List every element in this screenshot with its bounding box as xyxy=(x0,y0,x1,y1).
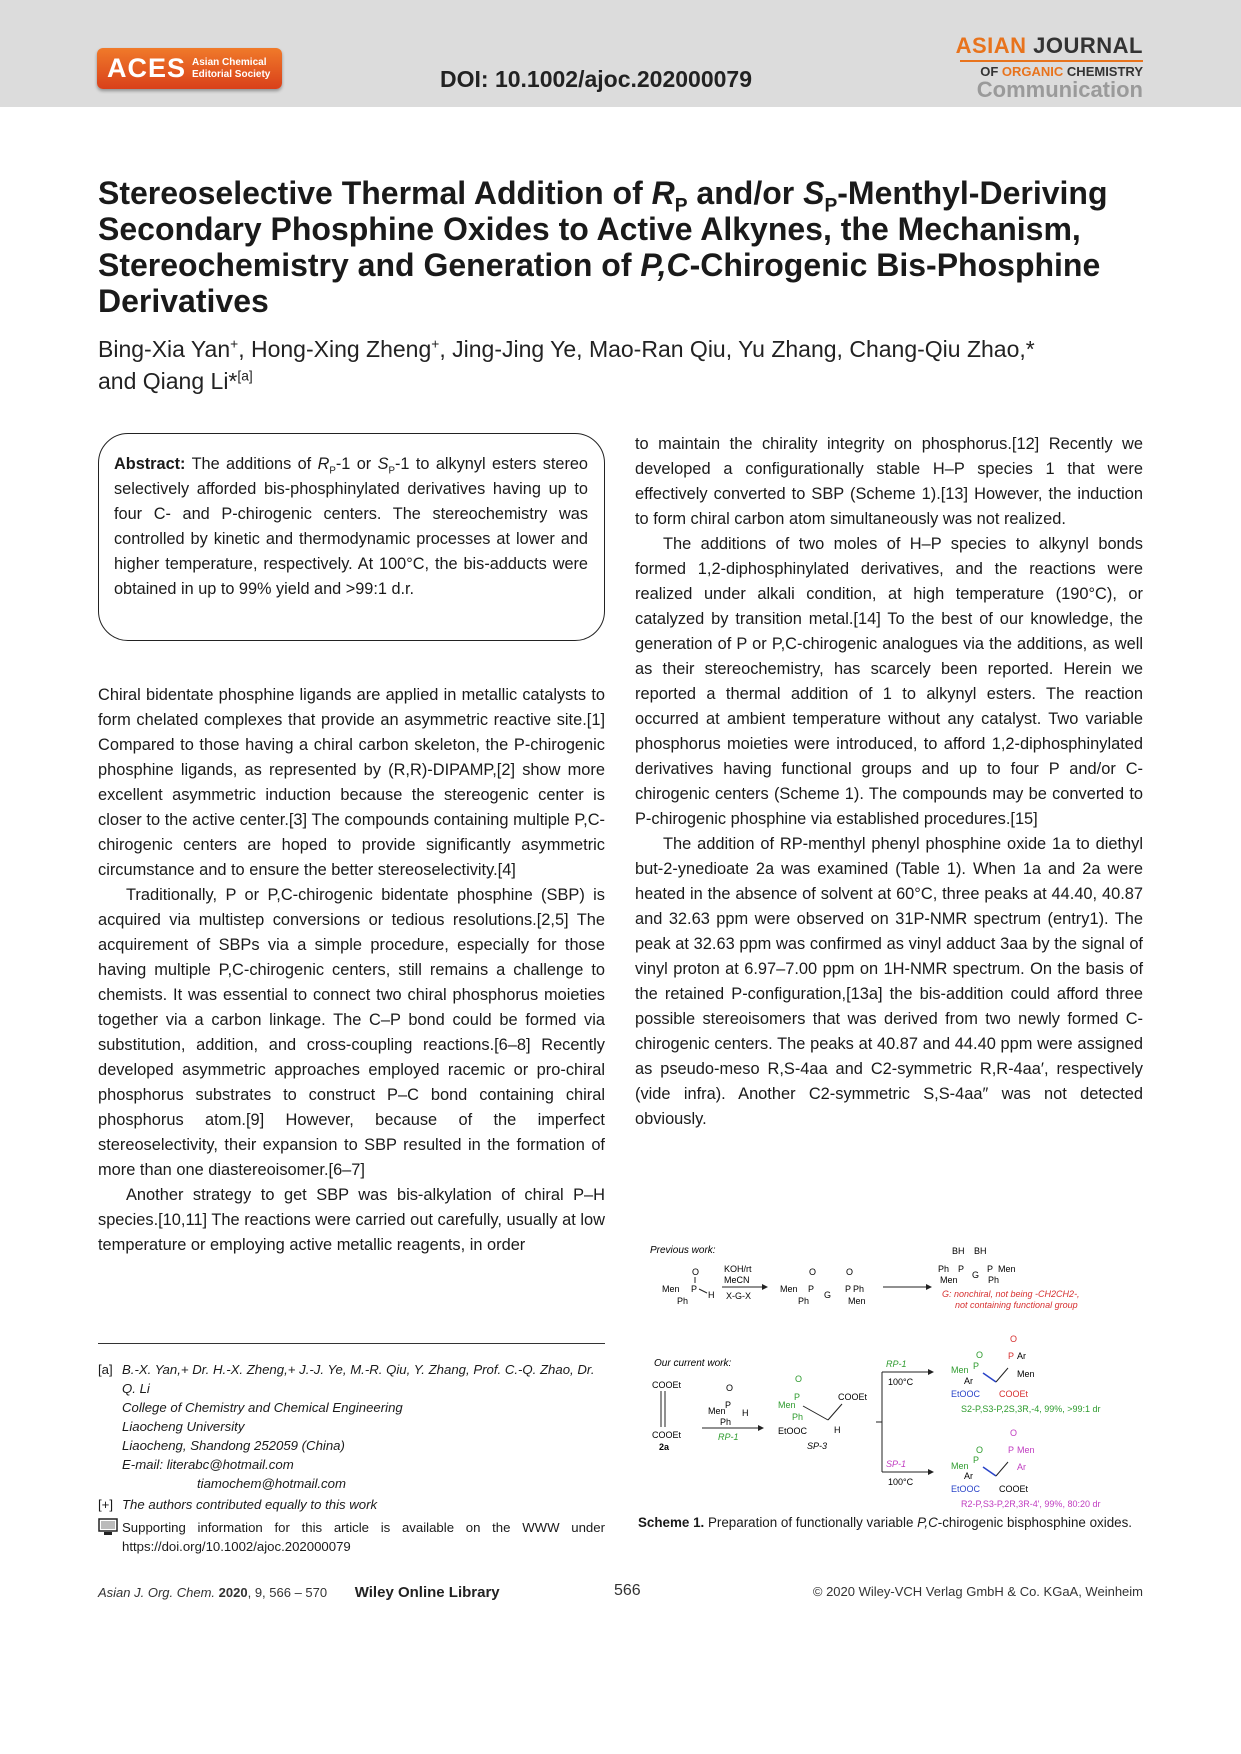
body-left-column xyxy=(98,683,605,1258)
author: and Qiang Li* xyxy=(98,368,238,394)
caption-part: -chirogenic bisphosphine oxides. xyxy=(937,1515,1133,1530)
footnotes xyxy=(98,1360,605,1556)
svg-text:Ph: Ph xyxy=(988,1275,1000,1285)
svg-text:EtOOC: EtOOC xyxy=(778,1426,808,1436)
page-number: 566 xyxy=(614,1582,641,1599)
svg-text:O: O xyxy=(976,1350,984,1360)
svg-text:Ph: Ph xyxy=(853,1284,865,1294)
title-part: P xyxy=(674,195,688,217)
paragraph: Traditionally, P or P,C-chirogenic bidentate phosphine (SBP) is acquired via multistep conversions or tedious resolutions.[2,5] The acquirement of SBPs via a simple procedure, especially for those having multiple P,C-chirogenic centers, still remains a challenge to chemists. It was essential to connect two chiral phosphorus moieties together via a carbon linkage. The C–P bond could be formed via substitution, addition, and cross-coupling reactions.[6–8] Recently developed asymmetric approaches employed racemic or pro-chiral phosphorus substrates to construct P–C bond containing chiral phosphorus atom.[9] However, because of the imperfect stereoselectivity, their expansion to SBP resulted in the formation of more than one diastereoisomer.[6–7] xyxy=(98,886,605,1179)
svg-text:Men: Men xyxy=(951,1365,969,1375)
svg-text:BH: BH xyxy=(974,1246,987,1256)
scheme-product2-label: R2-P,S3-P,2R,3R-4', 99%, 80:20 dr xyxy=(961,1499,1101,1509)
svg-text:G: G xyxy=(824,1290,832,1300)
svg-text:P: P xyxy=(794,1392,801,1402)
doi-link[interactable]: DOI: 10.1002/ajoc.202000079 xyxy=(440,66,753,92)
svg-text:Men: Men xyxy=(708,1406,726,1416)
svg-text:Ar: Ar xyxy=(1017,1462,1026,1472)
journal-word-journal: JOURNAL xyxy=(1033,33,1143,58)
svg-text:P: P xyxy=(1008,1445,1015,1455)
footnote-city: Liaocheng, Shandong 252059 (China) xyxy=(122,1438,345,1453)
svg-text:EtOOC: EtOOC xyxy=(951,1389,981,1399)
title-part: -Chirogenic Bis-Phosphine Derivatives xyxy=(98,247,1101,319)
svg-text:COOEt: COOEt xyxy=(999,1484,1029,1494)
scheme-product-4prime xyxy=(951,1428,1035,1494)
svg-text:P: P xyxy=(987,1264,994,1274)
journal-word-organic: ORGANIC xyxy=(1001,64,1064,79)
svg-text:Ar: Ar xyxy=(1017,1351,1026,1361)
svg-text:Ar: Ar xyxy=(964,1471,973,1481)
svg-text:P: P xyxy=(973,1361,980,1371)
journal-logo[interactable] xyxy=(943,34,1143,101)
svg-text:O: O xyxy=(692,1267,700,1277)
scheme-product-4 xyxy=(951,1334,1035,1399)
svg-text:H: H xyxy=(708,1290,715,1300)
monitor-icon xyxy=(98,1518,122,1556)
scheme-g-note: not containing functional group xyxy=(955,1300,1078,1310)
svg-text:G: G xyxy=(972,1270,980,1280)
abstract-box xyxy=(98,433,605,641)
svg-text:P: P xyxy=(725,1400,732,1410)
scheme-rp1-label: RP-1 xyxy=(718,1432,739,1442)
svg-text:P: P xyxy=(845,1284,852,1294)
svg-text:H: H xyxy=(742,1408,749,1418)
paragraph: The additions of two moles of H–P species to alkynyl bonds formed 1,2-diphosphinylated derivatives, and the reactions were realized under alkali condition, at high temperature (190°C), or catalyzed by transition metal.[14] To the best of our knowledge, the generation of P or P,C-chirogenic analogues via the additions, as well as their stereochemistry, has scarcely been reported. Herein we reported a thermal addition of 1 to alkynyl esters. The reaction occurred at ambient temperature without any catalyst. Two variable phosphorus moieties were introduced, to afford 1,2-diphosphinylated derivatives having functional groups and up to four P and/or C-chirogenic centers (Scheme 1). The compounds may be converted to P-chirogenic phosphine via established procedures.[15] xyxy=(635,535,1143,828)
svg-text:P: P xyxy=(973,1455,980,1465)
title-part: -Menthyl-Deriving Secondary Phosphine Oxides to Active Alkynes, the Mechanism, Stereochemistry and Generation of xyxy=(98,175,1108,283)
scheme-arrowhead xyxy=(758,1425,764,1431)
footnote-authors: B.-X. Yan,+ Dr. H.-X. Zheng,+ J.-J. Ye, M.-R. Qiu, Y. Zhang, Prof. C.-Q. Zhao, Dr. Q. Li xyxy=(122,1362,595,1396)
author: , Jing-Jing Ye, Mao-Ran Qiu, Yu Zhang, Chang-Qiu Zhao,* xyxy=(439,336,1035,362)
equal-contribution-footnote xyxy=(98,1495,605,1514)
scheme-rp1-reagent xyxy=(708,1383,749,1427)
scheme-product1-label: S2-P,S3-P,2S,3R,-4, 99%, >99:1 dr xyxy=(961,1404,1101,1414)
svg-text:H: H xyxy=(834,1425,841,1435)
footnote-mark: [a] xyxy=(98,1362,113,1377)
supporting-info-note xyxy=(98,1518,605,1556)
svg-text:Ph: Ph xyxy=(792,1412,804,1422)
svg-text:O: O xyxy=(1010,1334,1018,1344)
equal-mark: + xyxy=(431,336,440,352)
svg-text:Ph: Ph xyxy=(720,1417,732,1427)
author: Bing-Xia Yan xyxy=(98,336,231,362)
svg-text:O: O xyxy=(726,1383,734,1393)
scheme-reagent: X-G-X xyxy=(726,1291,752,1301)
author-list xyxy=(98,333,1148,397)
scheme-bis-product xyxy=(780,1267,866,1306)
paragraph: Another strategy to get SBP was bis-alkylation of chiral P–H species.[10,11] The reactions were carried out carefully, usually at low temperature or employing active metallic reagents, in order xyxy=(98,1186,605,1254)
svg-text:P: P xyxy=(808,1284,815,1294)
article-type: Communication xyxy=(976,77,1143,102)
svg-text:P: P xyxy=(1008,1351,1015,1361)
equal-mark: + xyxy=(230,336,239,352)
scheme-temp: 100°C xyxy=(888,1377,914,1387)
title-part: and/or xyxy=(687,175,804,211)
abstract-part: -1 to alkynyl esters stereo selectively afforded bis-phosphinylated derivatives having up to four C- and P-chirogenic centers. The stereochemistry was controlled by kinetic and thermodynamic processes at lower and higher temperature, respectively. At 100°C, the bis-adducts were obtained in up to 99% yield and >99:1 d.r. xyxy=(114,455,588,598)
scheme-arrowhead xyxy=(926,1284,932,1290)
abstract-label: Abstract: xyxy=(114,455,186,473)
svg-text:Ph: Ph xyxy=(798,1296,810,1306)
svg-text:COOEt: COOEt xyxy=(838,1392,868,1402)
wiley-online-library-link[interactable]: Wiley Online Library xyxy=(354,1584,500,1601)
scheme-current-work-label: Our current work: xyxy=(654,1358,732,1369)
caption-part: Preparation of functionally variable xyxy=(704,1515,918,1530)
body-right-column xyxy=(635,432,1143,1132)
footer-copyright: © 2020 Wiley-VCH Verlag GmbH & Co. KGaA, Weinheim xyxy=(812,1584,1143,1599)
abstract-text: Abstract: The additions of $R_P-1$ or $S_P-1$ to alkynyl esters stereo selectively afforded bis-phosphinylated derivatives having up to four C- and P-chirogenic centers. The stereochemistry was controlled by kinetic and thermodynamic processes at lower and higher temperature, respectively. At 100°C, the bis-adducts were obtained in up to 99% yield and >99:1 d.r. xyxy=(114,455,588,598)
svg-text:O: O xyxy=(1010,1428,1018,1438)
journal-word-chemistry: CHEMISTRY xyxy=(1066,64,1143,79)
scheme-label-sp3: SP-3 xyxy=(807,1441,828,1451)
scheme-reagent: KOH/rt xyxy=(724,1264,752,1274)
footer-citation xyxy=(98,1584,500,1601)
title-part: Stereoselective Thermal Addition of xyxy=(98,175,652,211)
svg-text:O: O xyxy=(795,1374,803,1384)
title-part: S xyxy=(803,175,825,211)
footnote-divider xyxy=(98,1343,605,1344)
svg-text:Men: Men xyxy=(1017,1445,1035,1455)
footer-journal: Asian J. Org. Chem. xyxy=(98,1585,216,1600)
aces-sub-line1: Asian Chemical xyxy=(192,56,267,68)
scheme-borane-product xyxy=(938,1246,1016,1285)
scheme-sp1-label: SP-1 xyxy=(886,1459,907,1469)
aces-logo-word: ACES xyxy=(107,53,187,83)
scheme-arrowhead xyxy=(762,1284,768,1290)
scheme-arrowhead xyxy=(928,1369,934,1375)
svg-text:Ph: Ph xyxy=(938,1264,950,1274)
article-title xyxy=(98,175,1148,319)
svg-text:COOEt: COOEt xyxy=(999,1389,1029,1399)
svg-text:O: O xyxy=(976,1445,984,1455)
svg-text:Men: Men xyxy=(951,1461,969,1471)
affiliation-mark[interactable]: [a] xyxy=(237,368,253,384)
svg-text:Men: Men xyxy=(662,1284,680,1294)
aces-logo-subtitle xyxy=(192,57,270,81)
journal-word-asian: ASIAN xyxy=(955,33,1027,58)
scheme-rp1-label: RP-1 xyxy=(886,1359,907,1369)
journal-rule xyxy=(960,60,1143,62)
title-part: P xyxy=(824,195,838,217)
svg-text:Ph: Ph xyxy=(677,1296,689,1306)
scheme-arrowhead xyxy=(928,1469,934,1475)
footer-year: 2020 xyxy=(218,1585,248,1600)
aces-sub-line2: Editorial Society xyxy=(192,68,271,80)
svg-text:O: O xyxy=(809,1267,817,1277)
supporting-info-link[interactable]: Supporting information for this article is available on the WWW under https://doi.org/10.1002/ajoc.202000079 xyxy=(122,1520,605,1554)
scheme-caption xyxy=(638,1513,1143,1532)
footnote-equal: The authors contributed equally to this work xyxy=(122,1497,378,1512)
abstract-part: -1 or xyxy=(335,455,378,473)
footnote-univ: Liaocheng University xyxy=(122,1419,245,1434)
footnote-mark: [+] xyxy=(98,1497,114,1512)
svg-text:Men: Men xyxy=(1017,1369,1035,1379)
svg-text:Ar: Ar xyxy=(964,1376,973,1386)
title-part: P,C xyxy=(640,247,690,283)
svg-text:COOEt: COOEt xyxy=(652,1430,682,1440)
affiliation-footnote xyxy=(98,1360,605,1493)
svg-text:P: P xyxy=(691,1284,698,1294)
paragraph: Chiral bidentate phosphine ligands are applied in metallic catalysts to form chelated complexes that provide an asymmetric reactive site.[1] Compared to those having a chiral carbon skeleton, the P-chirogenic phosphine ligands, as represented by (R,R)-DIPAMP,[2] show more excellent asymmetric induction because the stereogenic center is closer to the active center.[3] The compounds containing multiple P,C-chirogenic centers are hoped to provide significantly asymmetric circumstance and to ensure the better stereoselectivity.[4] xyxy=(98,686,605,879)
abstract-part: The additions of xyxy=(185,455,318,473)
caption-label: Scheme 1. xyxy=(638,1515,705,1530)
scheme-sp3 xyxy=(778,1374,868,1436)
aces-logo[interactable] xyxy=(97,48,282,89)
scheme-2a xyxy=(652,1380,682,1440)
author: , Hong-Xing Zheng xyxy=(238,336,432,362)
svg-text:Men: Men xyxy=(998,1264,1016,1274)
footer-volume: , 9, 566 – 570 xyxy=(247,1585,328,1600)
journal-word-of: OF xyxy=(980,64,999,79)
paragraph: to maintain the chirality integrity on phosphorus.[12] Recently we developed a configurationally stable H–P species 1 that were effectively converted to SBP (Scheme 1).[13] However, the induction to form chiral carbon atom simultaneously was not realized. xyxy=(635,435,1143,528)
scheme-g-note: G: nonchiral, not being -CH2CH2-, xyxy=(942,1289,1080,1299)
svg-text:Men: Men xyxy=(778,1400,796,1410)
svg-text:EtOOC: EtOOC xyxy=(951,1484,981,1494)
svg-text:COOEt: COOEt xyxy=(652,1380,682,1390)
caption-part: P,C xyxy=(917,1515,938,1530)
scheme-hp-reactant xyxy=(662,1267,715,1306)
title-part: R xyxy=(651,175,675,211)
svg-text:Men: Men xyxy=(940,1275,958,1285)
scheme-reagent: MeCN xyxy=(724,1275,750,1285)
svg-text:Men: Men xyxy=(848,1296,866,1306)
scheme-label-2a: 2a xyxy=(659,1442,670,1452)
svg-text:O: O xyxy=(846,1267,854,1277)
scheme-1-figure xyxy=(646,1242,1144,1509)
email-link[interactable]: E-mail: literabc@hotmail.com xyxy=(122,1457,294,1472)
paragraph: The addition of RP-menthyl phenyl phosphine oxide 1a to diethyl but-2-ynedioate 2a was examined (Table 1). When 1a and 2a were heated in the absence of solvent at 60°C, three peaks at 44.40, 40.87 and 32.63 ppm were observed on 31P-NMR spectrum (entry1). The peak at 32.63 ppm was confirmed as vinyl adduct 3aa by the signal of vinyl proton at 6.97–7.00 ppm on 1H-NMR spectrum. On the basis of the retained P-configuration,[13a] the bis-addition could afford three possible stereoisomers that was derived from two newly formed C-chirogenic centers. The peaks at 40.87 and 44.40 ppm were assigned as pseudo-meso R,S-4aa and C2-symmetric R,R-4aa′, respectively (vide infra). Another C2-symmetric S,S-4aa″ was not detected obviously. xyxy=(635,835,1143,1128)
svg-text:BH: BH xyxy=(952,1246,965,1256)
scheme-prev-work-label: Previous work: xyxy=(650,1245,716,1256)
scheme-temp: 100°C xyxy=(888,1477,914,1487)
svg-text:Men: Men xyxy=(780,1284,798,1294)
email-link[interactable]: tiamochem@hotmail.com xyxy=(197,1476,346,1491)
svg-text:P: P xyxy=(958,1264,965,1274)
footnote-dept: College of Chemistry and Chemical Engineering xyxy=(122,1400,403,1415)
